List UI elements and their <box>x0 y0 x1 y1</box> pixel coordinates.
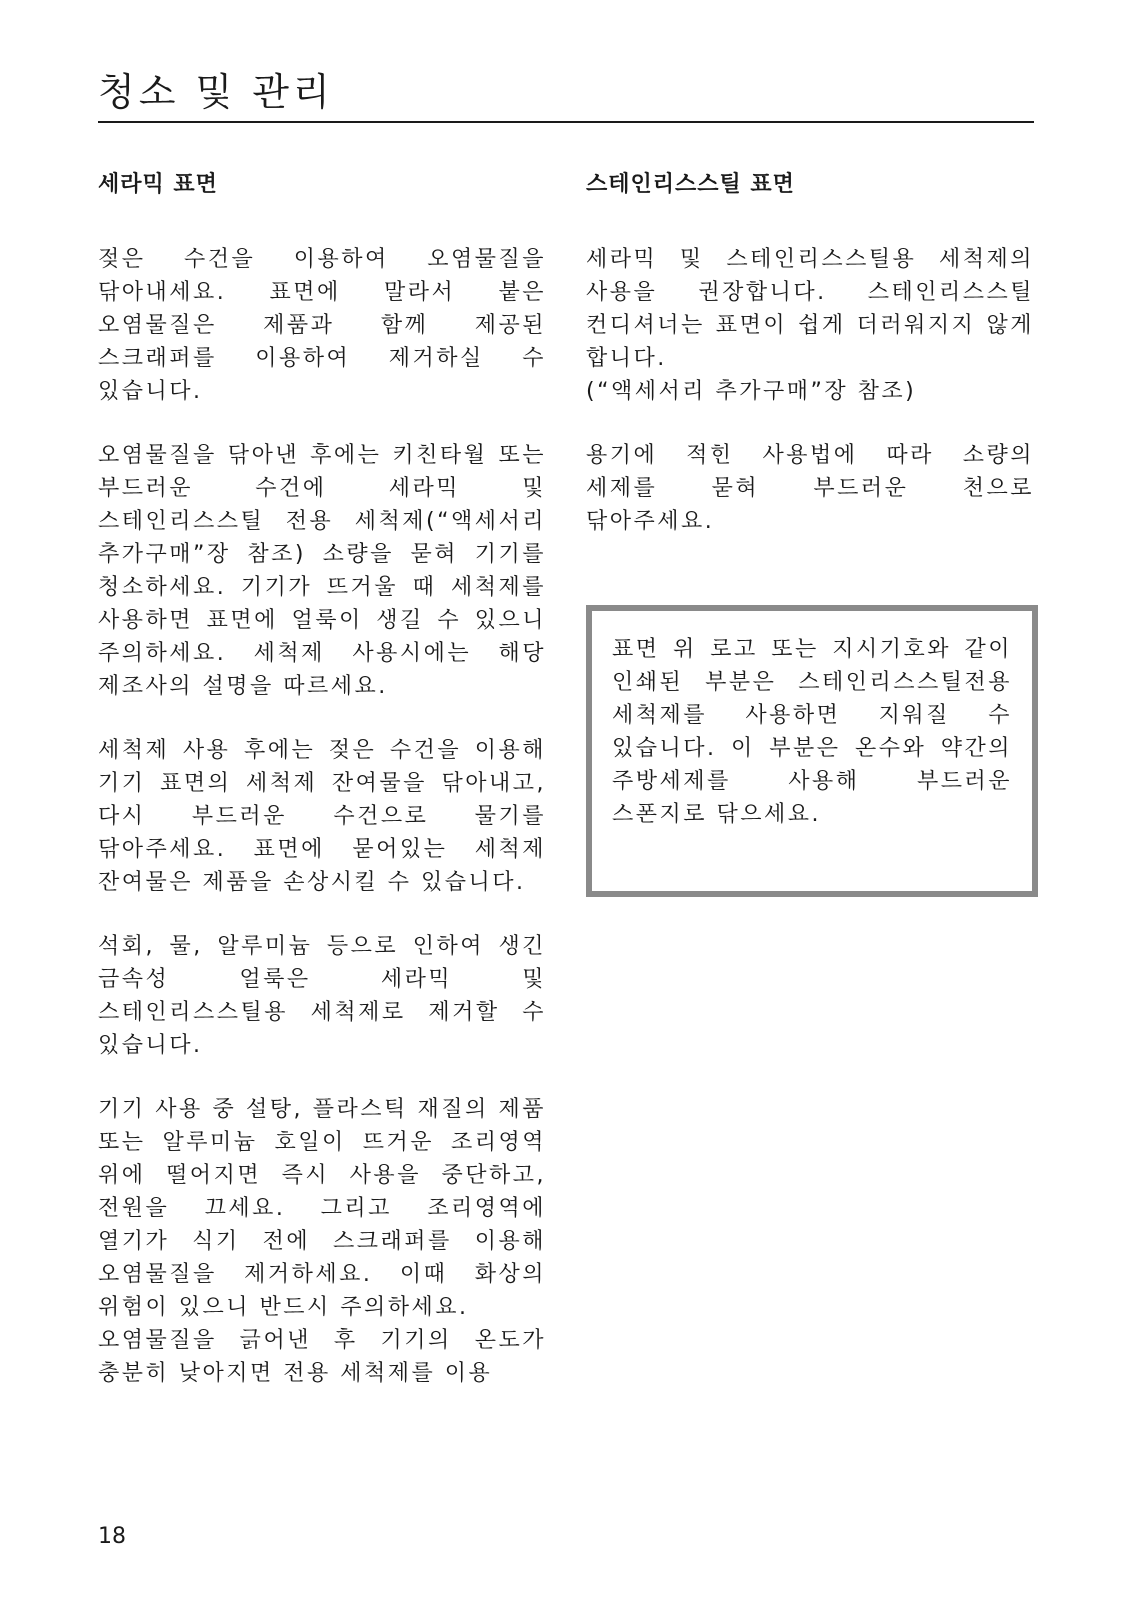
ceramic-paragraph-4: 석회, 물, 알루미늄 등으로 인하여 생긴 금속성 얼룩은 세라믹 및 스테인리스스틸용 세척제로 제거할 수 있습니다. <box>98 933 546 1058</box>
ceramic-paragraph-1: 젖은 수건을 이용하여 오염물질을 닦아내세요. 표면에 말라서 붙은 오염물질은 제품과 함께 제공된 스크래퍼를 이용하여 제거하실 수 있습니다. <box>98 246 546 404</box>
stainless-recommend-text: 세라믹 및 스테인리스스틸용 세척제의 사용을 권장합니다. <box>586 246 1034 305</box>
page-number: 18 <box>98 1524 126 1549</box>
warning-note-text: 표면 위 로고 또는 지시기호와 같이 인쇄된 부분은 스테인리스스틸전용 세척제를 사용하면 지워질 수 있습니다. 이 부분은 온수와 약간의 주방세제를 사용해 부드러운 스폰지로 닦으세요. <box>612 637 1012 827</box>
accessory-reference-text: (“액세서리 추가구매”장 참조) <box>586 378 917 404</box>
stainless-surface-heading: 스테인리스스틸 표면 <box>586 172 795 197</box>
page-title: 청소 및 관리 <box>98 70 334 114</box>
stainless-paragraph-1 <box>586 243 1034 408</box>
ceramic-paragraph-3: 세척제 사용 후에는 젖은 수건을 이용해 기기 표면의 세척제 잔여물을 닦아내고, 다시 부드러운 수건으로 물기를 닦아주세요. 표면에 묻어있는 세척제 잔여물은 제품을 손상시킬 수 있습니다. <box>98 737 546 895</box>
ceramic-paragraph-2: 오염물질을 닦아낸 후에는 키친타월 또는 부드러운 수건에 세라믹 및 스테인리스스틸 전용 세척제(“액세서리 추가구매”장 참조) 소량을 묻혀 기기를 청소하세요. 기기가 뜨거울 때 세척제를 사용하면 표면에 얼룩이 생길 수 있으니 주의하세요. 세척제 사용시에는 해당 제조사의 설명을 따르세요. <box>98 442 546 699</box>
stainless-paragraph-2: 용기에 적힌 사용법에 따라 소량의 세제를 묻혀 부드러운 천으로 닦아주세요. <box>586 442 1034 534</box>
stainless-conditioner-text: 스테인리스스틸 컨디셔너는 표면이 쉽게 더러워지지 않게 합니다. <box>586 279 1034 371</box>
ceramic-surface-heading: 세라믹 표면 <box>98 172 218 197</box>
warning-note-box <box>586 605 1038 897</box>
ceramic-paragraph-5: 기기 사용 중 설탕, 플라스틱 재질의 제품 또는 알루미늄 호일이 뜨거운 조리영역 위에 떨어지면 즉시 사용을 중단하고, 전원을 끄세요. 그리고 조리영역에 열기가 식기 전에 스크래퍼를 이용해 오염물질을 제거하세요. 이때 화상의 위험이 있으니 반드시 주의하세요. <box>98 1096 546 1320</box>
right-column <box>586 170 1034 569</box>
title-divider <box>98 121 1034 123</box>
ceramic-paragraph-6: 오염물질을 긁어낸 후 기기의 온도가 충분히 낮아지면 전용 세척제를 이용 <box>98 1327 546 1386</box>
left-column <box>98 170 546 1390</box>
